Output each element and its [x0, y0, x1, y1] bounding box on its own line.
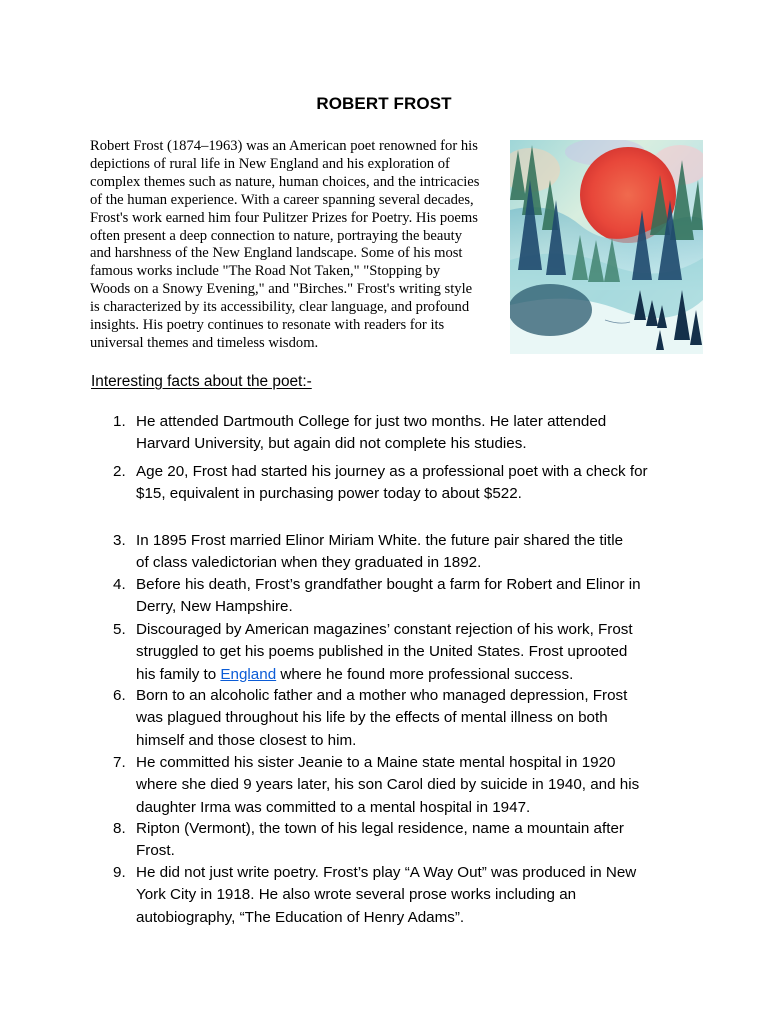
- list-item: [113, 862, 713, 929]
- list-item-line: He did not just write poetry. Frost’s play “A Way Out” was produced in New: [136, 864, 637, 881]
- list-item: [113, 685, 713, 752]
- list-item-line: was plagued throughout his life by the effects of mental illness on both: [136, 709, 608, 727]
- list-item-line: himself and those closest to him.: [136, 731, 357, 749]
- list-item-line: daughter Irma was committed to a mental hospital in 1947.: [136, 798, 531, 816]
- list-item-line: $15, equivalent in purchasing power today to about $522.: [136, 485, 522, 503]
- list-number: 3.: [113, 532, 126, 549]
- list-number: 7.: [113, 754, 126, 771]
- list-number: 8.: [113, 820, 126, 837]
- list-item: [113, 530, 713, 575]
- list-item-line: Ripton (Vermont), the town of his legal residence, name a mountain after: [136, 820, 624, 837]
- list-item-line: He committed his sister Jeanie to a Maine state mental hospital in 1920: [136, 754, 616, 771]
- list-item-line: Discouraged by American magazines’ constant rejection of his work, Frost: [136, 621, 633, 638]
- list-item-line: Harvard University, but again did not complete his studies.: [136, 435, 527, 453]
- intro-paragraph: [90, 138, 496, 353]
- intro-line: often present a deep connection to nature, portraying the beauty: [90, 227, 462, 244]
- list-item-line: In 1895 Frost married Elinor Miriam White. the future pair shared the title: [136, 532, 624, 549]
- list-number: 6.: [113, 687, 126, 704]
- list-item-line: where she died 9 years later, his son Carol died by suicide in 1940, and his: [136, 776, 640, 794]
- intro-line: Robert Frost (1874–1963) was an American poet renowned for his: [90, 138, 478, 154]
- intro-line: and harshness of the New England landscape. Some of his most: [90, 245, 463, 262]
- list-item-line: York City in 1918. He also wrote several prose works including an: [136, 886, 577, 904]
- watercolor-forest-painting: [510, 140, 703, 354]
- intro-line: insights. His poetry continues to resonate with readers for its: [90, 317, 445, 334]
- list-item-line: of class valedictorian when they graduated in 1892.: [136, 554, 482, 572]
- intro-line: universal themes and timeless wisdom.: [90, 334, 319, 351]
- intro-line: is characterized by its accessibility, clear language, and profound: [90, 299, 470, 316]
- list-item-line: Before his death, Frost’s grandfather bought a farm for Robert and Elinor in: [136, 576, 641, 593]
- list-item-line: [136, 664, 713, 686]
- page-title: ROBERT FROST: [316, 94, 452, 113]
- list-item-line: He attended Dartmouth College for just two months. He later attended: [136, 413, 607, 430]
- list-item: [113, 752, 713, 819]
- intro-line: Frost's work earned him four Pulitzer Prizes for Poetry. His poems: [90, 209, 478, 226]
- list-item-line: Frost.: [136, 842, 175, 860]
- england-link[interactable]: England: [220, 665, 277, 683]
- list-item-line: autobiography, “The Education of Henry Adams”.: [136, 908, 465, 926]
- list-number: 1.: [113, 413, 126, 430]
- intro-line: famous works include "The Road Not Taken," "Stopping by: [90, 263, 441, 280]
- list-number: 4.: [113, 576, 126, 593]
- list-number: 5.: [113, 621, 126, 638]
- intro-line: Woods on a Snowy Evening," and "Birches." Frost's writing style: [90, 281, 473, 298]
- list-item-line: struggled to get his poems published in the United States. Frost uprooted: [136, 643, 628, 661]
- intro-line: depictions of rural life in New England and his exploration of: [90, 155, 450, 172]
- list-item-line: Age 20, Frost had started his journey as a professional poet with a check for: [136, 463, 648, 480]
- link-line-before: his family to: [136, 665, 221, 683]
- list-number: 2.: [113, 463, 126, 480]
- list-item-line: Derry, New Hampshire.: [136, 598, 293, 616]
- facts-heading: Interesting facts about the poet:-: [91, 373, 312, 390]
- list-item: [113, 411, 713, 456]
- list-item-line: Born to an alcoholic father and a mother who managed depression, Frost: [136, 687, 628, 704]
- list-item: [113, 461, 713, 506]
- list-item: [113, 818, 713, 863]
- list-number: 9.: [113, 864, 126, 881]
- list-item: [113, 619, 713, 686]
- intro-line: of the human experience. With a career spanning several decades,: [90, 191, 474, 208]
- intro-line: complex themes such as nature, human choices, and the intricacies: [90, 173, 480, 190]
- list-item: [113, 574, 713, 619]
- link-line-after: where he found more professional success.: [276, 665, 574, 683]
